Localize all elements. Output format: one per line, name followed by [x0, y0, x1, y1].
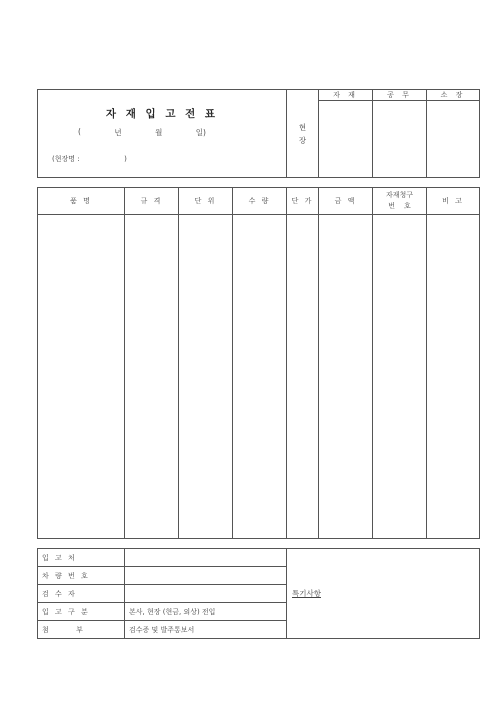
- approval-manager: 소 장: [427, 90, 480, 101]
- col-unit-price: 단 가: [287, 188, 319, 215]
- col-amount: 금 액: [319, 188, 373, 215]
- special-notes: 특기사항: [287, 549, 480, 639]
- col-unit: 단 위: [179, 188, 233, 215]
- amount-cell: [319, 215, 373, 539]
- col-request-number-line2: 번 호: [388, 202, 411, 210]
- item-name-cell: [38, 215, 125, 539]
- inspector-label: 검 수 자: [38, 585, 125, 603]
- remarks-cell: [427, 215, 480, 539]
- site-label-2: 장: [298, 135, 307, 145]
- date-year: 년: [114, 128, 122, 137]
- items-body-row: [38, 215, 480, 539]
- receiving-source-label: 입 고 처: [38, 549, 125, 567]
- document-title: 자 재 입 고 전 표: [105, 108, 219, 120]
- col-request-number: [373, 188, 427, 215]
- spec-cell: [125, 215, 179, 539]
- col-request-number-line1: 자재청구: [385, 191, 414, 199]
- site-label-1: 현: [298, 122, 307, 132]
- approval-construction: 공 무: [373, 90, 427, 101]
- col-quantity: 수 량: [233, 188, 287, 215]
- unit-cell: [179, 215, 233, 539]
- col-item-name: 품 명: [38, 188, 125, 215]
- date-line: [78, 127, 206, 138]
- title-block: [38, 90, 287, 178]
- site-label: [287, 90, 319, 178]
- approval-material: 자 재: [319, 90, 373, 101]
- header-table: [37, 89, 480, 178]
- attachment-label: 첨 부: [38, 621, 125, 639]
- signature-box-material: [319, 101, 373, 178]
- site-name-label: (현장명 : ): [52, 155, 127, 163]
- receiving-type-value: 본사, 현장 (현금, 외상) 전입: [125, 603, 287, 621]
- signature-box-construction: [373, 101, 427, 178]
- footer-row: [38, 549, 480, 567]
- receiving-source-value: [125, 549, 287, 567]
- col-spec: 규 격: [125, 188, 179, 215]
- receiving-type-label: 입 고 구 분: [38, 603, 125, 621]
- inspector-value: [125, 585, 287, 603]
- items-table: [37, 187, 480, 539]
- vehicle-number-value: [125, 567, 287, 585]
- col-remarks: 비 고: [427, 188, 480, 215]
- date-day: 일): [195, 128, 206, 137]
- signature-box-manager: [427, 101, 480, 178]
- date-open: (: [78, 127, 81, 136]
- vehicle-number-label: 차 량 번 호: [38, 567, 125, 585]
- quantity-cell: [233, 215, 287, 539]
- footer-table: [37, 548, 480, 639]
- request-number-cell: [373, 215, 427, 539]
- unit-price-cell: [287, 215, 319, 539]
- attachment-value: 검수증 및 발주통보서: [125, 621, 287, 639]
- date-month: 월: [155, 128, 163, 137]
